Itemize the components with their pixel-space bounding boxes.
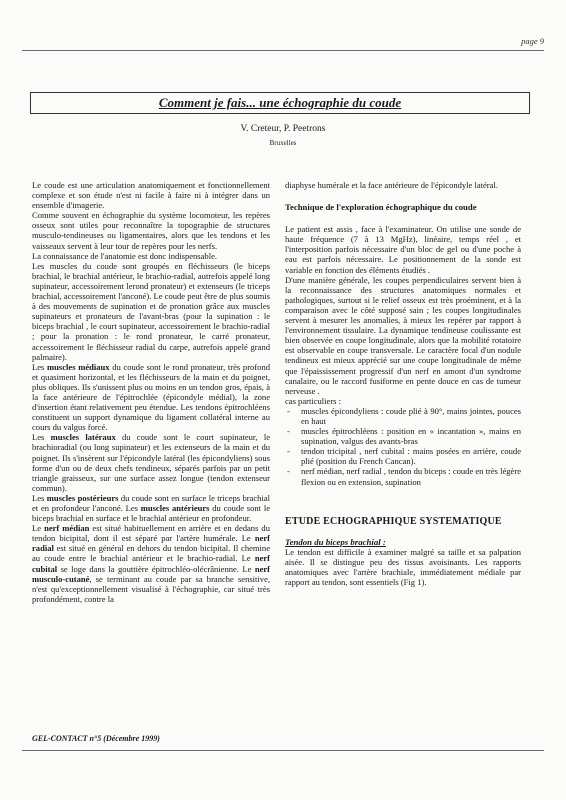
term-bold: muscles antérieurs xyxy=(140,503,210,513)
paragraph: Comme souvent en échographie du système locomoteur, les repères osseux sont utiles pour reconnaître la topographie de structures musculo-tendineuses ou ligamentaires, alors que les tendons et les vaisseaux servent à leur tour de repères pour les nerfs. xyxy=(32,210,270,251)
text-span: Les xyxy=(32,361,48,372)
term-bold: muscles postérieurs xyxy=(46,492,119,503)
article-title: Comment je fais... une échographie du coude xyxy=(158,95,402,110)
article-title-box xyxy=(30,92,530,114)
right-column xyxy=(285,180,521,587)
list-item: - tendon tricipital , nerf cubital : mains posées en arrière, coude plié (position du French Cancan). xyxy=(285,446,521,466)
paragraph: cas particuliers : xyxy=(285,395,342,406)
paragraph: diaphyse humérale et la face antérieure de l'épicondyle latéral. xyxy=(285,180,498,190)
term-bold: muscles médiaux xyxy=(47,361,110,372)
list-item: - muscles épicondyliens : coude plié à 90°, mains jointes, pouces en haut xyxy=(285,406,521,426)
text-span: Les xyxy=(32,432,51,443)
article-city: Bruxelles xyxy=(269,139,297,147)
text-span: , se terminant au coude par sa branche sensitive, n'est qu'exceptionnellement visualisé à l'échographie, car situé très profondément, contre la xyxy=(32,573,270,604)
footer-rule xyxy=(22,750,544,751)
text-span: Le xyxy=(32,523,45,534)
text-span: du coude sont en surface le triceps brachial et en profondeur l'anconé. Les xyxy=(32,492,270,513)
paragraph xyxy=(32,523,270,604)
paragraph xyxy=(32,493,270,523)
page-number: page 9 xyxy=(521,36,544,46)
list-item: - muscles épitrochléens : position en « incantation », mains en supination, valgus des avants-bras xyxy=(285,426,521,446)
section-heading: Technique de l'exploration échographique du coude xyxy=(285,202,477,213)
paragraph: Les muscles du coude sont groupés en fléchisseurs (le biceps brachial, le brachial antérieur, le brachio-radial, autrefois appelé long supinateur, accessoirement lerond pronateur) et extenseurs (le triceps brachial, accessoirement l'anconé). Le coude peut être de plus soumis à des mouvements de supination et de pronation grâce aux muscles supinateurs et pronateurs de l'avant-bras (pour la supination : le biceps brachial , le court supinateur, accessoirement le brachio-radial ; pour la pronation : le rond pronateur, le carré pronateur, accessoirement le fléchisseur radial du carpe, autrefois appelé grand palmaire). xyxy=(32,260,270,362)
left-column xyxy=(32,180,270,604)
paragraph: Le tendon est difficile à examiner malgré sa taille et sa palpation aisée. Il se distingue peu des tissus avoisinants. Les rapports anatomiques avec l'artère brachiale, immédiatement médiale par rapport au tendon, sont essentiels (Fig 1). xyxy=(285,546,521,588)
paragraph: Le patient est assis , face à l'examinateur. On utilise une sonde de haute fréquence (7 à 13 MgHz), linéaire, temps réel , et l'interposition parfois nécessaire d'un bloc de gel ou d'une poche à eau est parfois nécessaire. Le positionnement de la sonde est variable en fonction des éléments étudiés . xyxy=(285,224,521,275)
paragraph: D'une manière générale, les coupes perpendiculaires servent bien à la reconnaissance des structures anatomiques normales et pathologiques, surtout si le relief osseux est très proéminent, et à la comparaison avec le côté supposé sain ; les coupes longitudinales servent à mesurer les anomalies, à mieux les repérer par rapport à l'environnement tissulaire. La dynamique tendineuse coulissante est bien observée en coupe longitudinale, alors que la mobilité rotatoire est observable en coupe transversale. Le caractère focal d'un nodule tendineux est mieux apprécié sur une coupe longitudinale de même que l'épaississement progressif d'un nerf en amont d'un syndrome canalaire, ou le raccord fusiforme en pente douce en cas de tumeur nerveuse . xyxy=(285,274,521,396)
text-span: Les xyxy=(32,492,47,503)
subsection-heading: Tendon du biceps brachial : xyxy=(285,536,386,547)
text-span: du coude sont le court supinateur, le brachioradial (ou long supinateur) et les extenseurs de la main et du poignet. Ils s'insèrent sur l'épicondyle latéral (les épicondyliens) sous forme d'un ou de deux chefs tendineux, séparés parfois par un petit triangle graisseux, sur une surface assez longue (tendon extenseur commun). xyxy=(32,432,270,493)
article-authors: V. Creteur, P. Peetrons xyxy=(240,124,326,134)
paragraph: Le coude est une articulation anatomiquement et fonctionnellement complexe et son étude n'est ni facile à faire ni à intégrer dans un ensemble d'imagerie. xyxy=(32,180,270,211)
term-bold: nerf musculo-cutané xyxy=(32,563,270,584)
term-bold: nerf radial xyxy=(32,533,270,554)
footer-journal: GEL-CONTACT n°5 (Décembre 1999) xyxy=(32,734,160,743)
term-bold: muscles latéraux xyxy=(50,432,116,443)
header-rule xyxy=(22,50,544,51)
term-bold: nerf cubital xyxy=(32,553,270,574)
paragraph: La connaissance de l'anatomie est donc indispensable. xyxy=(32,250,217,261)
text-span: du coude sont le rond pronateur, très profond et quasiment horizontal, et les fléchisseurs de la main et du poignet, plus obliques. Ils s'unissent plus ou moins en un tendon gros, épais, à la face antérieure de l'épitrochlée (épicondyle médial), la zone d'insertion étant relativement peu étendue. Les tendons épitrochléens constituent un support dynamique du ligament collatéral interne au cours du valgus forcé. xyxy=(32,361,270,433)
text-span: se loge dans la gouttière épitrochléo-olécrânienne. Le xyxy=(57,563,255,574)
section-heading: ETUDE ECHOGRAPHIQUE SYSTEMATIQUE xyxy=(285,515,502,527)
text-span: du coude sont le biceps brachial en surface et le brachial antérieur en profondeur. xyxy=(32,503,271,524)
cases-list xyxy=(285,406,521,487)
paragraph xyxy=(32,362,270,433)
text-span: est situé habituellement en arrière et en dedans du tendon bicipital, dont il est séparé par l'artère humérale. Le xyxy=(32,523,270,544)
term-bold: nerf médian xyxy=(44,523,90,534)
list-item: - nerf médian, nerf radial , tendon du biceps : coude en très légère flexion ou en extension, supination xyxy=(285,466,521,486)
paragraph xyxy=(32,432,270,493)
text-span: est situé en général en dehors du tendon bicipital. Il chemine au coude entre le brachial antérieur et le brachio-radial. Le xyxy=(32,543,270,564)
